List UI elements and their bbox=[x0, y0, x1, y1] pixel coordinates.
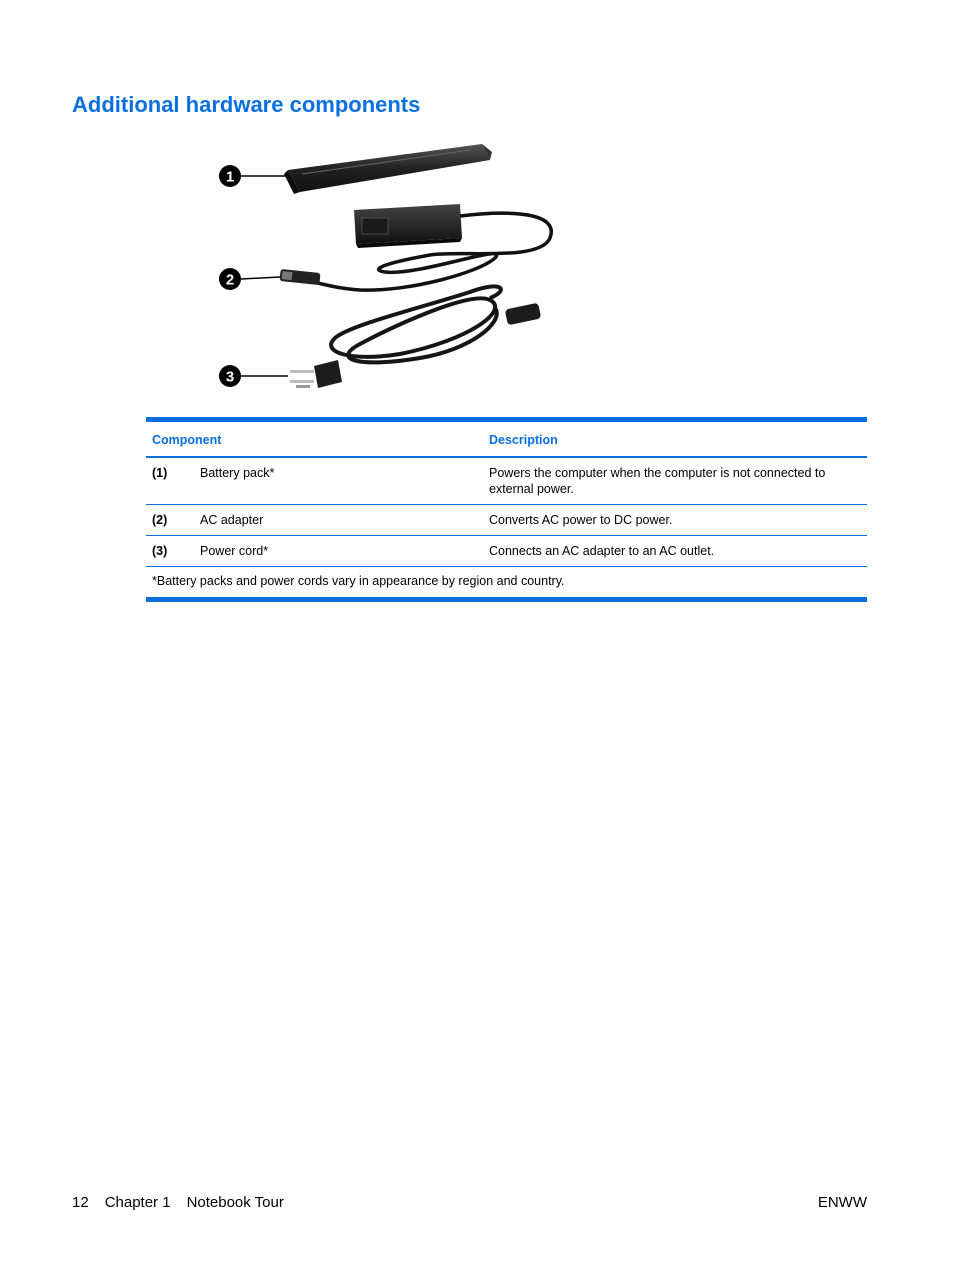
row-component: Power cord* bbox=[194, 536, 483, 567]
chapter-title: Notebook Tour bbox=[186, 1194, 284, 1211]
callout-2 bbox=[219, 268, 280, 290]
ac-adapter-icon bbox=[279, 204, 551, 290]
table-row bbox=[146, 457, 867, 505]
svg-text:1: 1 bbox=[225, 168, 235, 186]
table-header-row bbox=[146, 420, 867, 458]
page-footer-left bbox=[72, 1194, 300, 1211]
page-title: Additional hardware components bbox=[72, 92, 421, 117]
power-cord-icon bbox=[290, 286, 541, 388]
callout-3 bbox=[219, 365, 288, 387]
header-description: Description bbox=[483, 420, 867, 458]
table-row bbox=[146, 536, 867, 567]
table-row bbox=[146, 505, 867, 536]
svg-text:2: 2 bbox=[225, 271, 235, 289]
hardware-figure bbox=[210, 130, 570, 400]
row-number: (3) bbox=[146, 536, 194, 567]
row-description: Connects an AC adapter to an AC outlet. bbox=[483, 536, 867, 567]
row-component: Battery pack* bbox=[194, 457, 483, 505]
components-table bbox=[146, 417, 867, 602]
doc-code: ENWW bbox=[817, 1194, 867, 1211]
row-component: AC adapter bbox=[194, 505, 483, 536]
hardware-illustration bbox=[210, 130, 570, 400]
battery-pack-icon bbox=[284, 144, 492, 194]
row-number: (2) bbox=[146, 505, 194, 536]
header-component: Component bbox=[146, 420, 483, 458]
page-number: 12 bbox=[72, 1194, 89, 1211]
table-footnote-row bbox=[146, 567, 867, 600]
row-description: Converts AC power to DC power. bbox=[483, 505, 867, 536]
table-footnote: *Battery packs and power cords vary in appearance by region and country. bbox=[152, 574, 565, 588]
row-number: (1) bbox=[146, 457, 194, 505]
chapter-label: Chapter 1 bbox=[104, 1194, 171, 1211]
row-description: Powers the computer when the computer is not connected to external power. bbox=[483, 457, 867, 505]
callout-1 bbox=[219, 165, 286, 187]
svg-text:3: 3 bbox=[225, 368, 235, 386]
